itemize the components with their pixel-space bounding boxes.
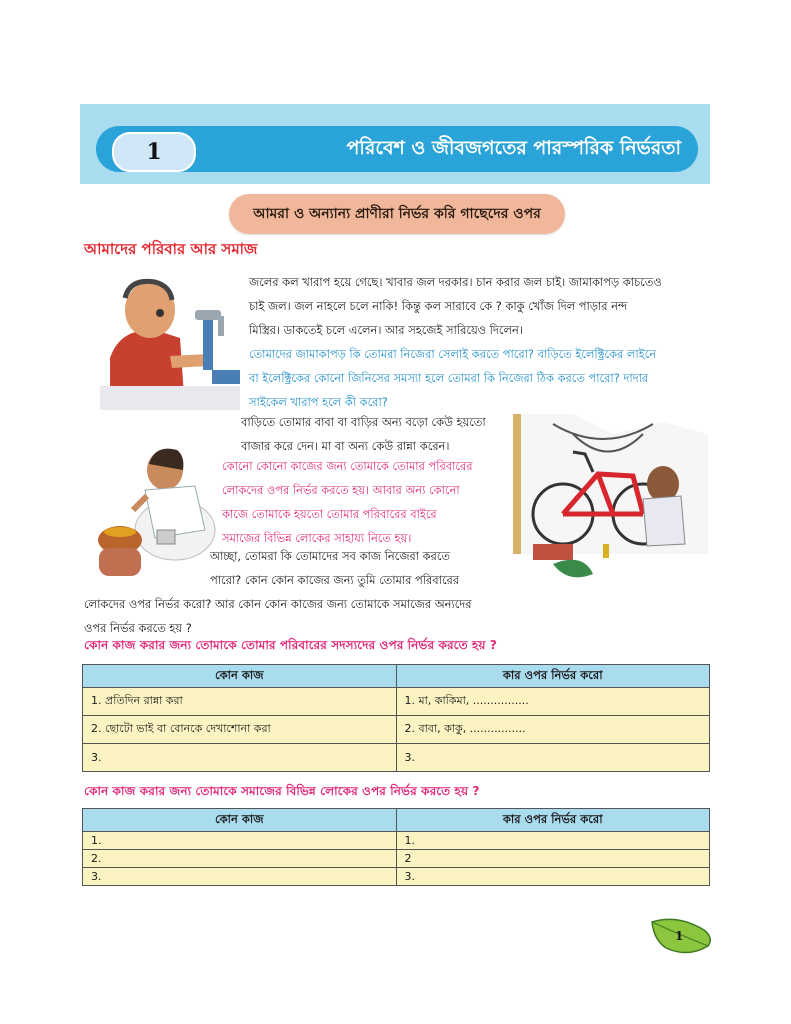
text-line: জলের কল খারাপ হয়ে গেছে। খাবার জল দরকার। চান করার জল চাই। জামাকাপড় কাচতেও [249,275,662,289]
question-family-heading: কোন কাজ করার জন্য তোমাকে তোমার পরিবারের সদস্যদের ওপর নির্ভর করতে হয় ? [84,638,497,652]
table-cell[interactable]: 3. [83,744,397,772]
chapter-title: পরিবেশ ও জীবজগতের পারস্পরিক নির্ভরতা [346,137,681,159]
text-line: লোকদের ওপর নির্ভর করতে হয়। আবার অন্য কোনো [222,483,460,497]
table-row [83,716,710,744]
table-cell[interactable]: 3. [396,868,710,886]
table-row [83,832,710,850]
text-line: কাজে তোমাকে হয়তো তোমার পরিবারের বাইরে [222,507,437,521]
table-cell[interactable]: 1. [396,832,710,850]
table-row [83,744,710,772]
text-line: তোমাদের জামাকাপড় কি তোমরা নিজেরা সেলাই করতে পারো? বাড়িতে ইলেক্ট্রিকের লাইনে [249,347,656,361]
text-line: বা ইলেক্ট্রিকের কোনো জিনিসের সমস্যা হলে তোমরা কি নিজেরা ঠিক করতে পারো? দাদার [249,371,649,385]
text-line: পারো? কোন কোন কাজের জন্য তুমি তোমার পরিবারের [210,573,460,587]
table-header: কোন কাজ [83,665,397,688]
family-dependence-table [82,664,710,772]
table-cell[interactable]: 2 [396,850,710,868]
text-line: ওপর নির্ভর করতে হয় ? [84,621,192,635]
paragraph-questions-blue [249,342,709,414]
paragraph-dependence-pink [222,454,522,550]
section-heading: আমাদের পরিবার আর সমাজ [84,240,258,258]
text-line: সাইকেল খারাপ হলে কী করো? [249,395,388,409]
table-row [83,850,710,868]
table-header: কোন কাজ [83,809,397,832]
society-dependence-table [82,808,710,886]
table-cell[interactable]: 1. [83,832,397,850]
table-cell[interactable]: 1. মা, কাকিমা, ................ [396,688,710,716]
table-header: কার ওপর নির্ভর করো [396,665,710,688]
table-row [83,868,710,886]
table-cell[interactable]: 3. [83,868,397,886]
text-line: চাই জল। জল নাহলে চলে নাকি! কিন্তু কল সারাবে কে ? কাকু খোঁজ দিল পাড়ার নন্দ [249,299,628,313]
question-society-heading: কোন কাজ করার জন্য তোমাকে সমাজের বিভিন্ন লোকের ওপর নির্ভর করতে হয় ? [84,784,480,798]
text-line: বাড়িতে তোমার বাবা বা বাড়ির অন্য বড়ো কেউ হয়তো [241,415,486,429]
text-line: আচ্ছা, তোমরা কি তোমাদের সব কাজ নিজেরা করতে [210,549,450,563]
text-line: মিস্ত্রির। ডাকতেই চলে এলেন। আর সহজেই সারিয়েও দিলেন। [249,323,523,337]
subtopic-title: আমরা ও অন্যান্য প্রাণীরা নির্ভর করি গাছেদের ওপর [229,194,565,234]
text-line: বাজার করে দেন। মা বা অন্য কেউ রান্না করেন। [241,439,450,453]
table-cell[interactable]: 2. বাবা, কাকু, ................ [396,716,710,744]
text-line: লোকদের ওপর নির্ভর করো? আর কোন কোন কাজের জন্য তোমাকে সমাজের অন্যদের [84,597,472,611]
paragraph-tap [249,270,709,342]
paragraph-family [241,410,521,458]
table-cell[interactable]: 3. [396,744,710,772]
table-cell[interactable]: 2. ছোটো ভাই বা বোনকে দেখাশোনা করা [83,716,397,744]
table-header: কার ওপর নির্ভর করো [396,809,710,832]
text-line: সমাজের বিভিন্ন লোকের সাহায্য নিতে হয়। [222,531,412,545]
paragraph-final-question [84,544,544,640]
table-cell[interactable]: 2. [83,850,397,868]
page-number: 1 [675,929,684,943]
text-line: কোনো কোনো কাজের জন্য তোমাকে তোমার পরিবারের [222,459,473,473]
table-row [83,688,710,716]
table-cell[interactable]: 1. প্রতিদিন রান্না করা [83,688,397,716]
plumber-illustration [100,268,240,410]
chapter-number: 1 [112,132,196,172]
